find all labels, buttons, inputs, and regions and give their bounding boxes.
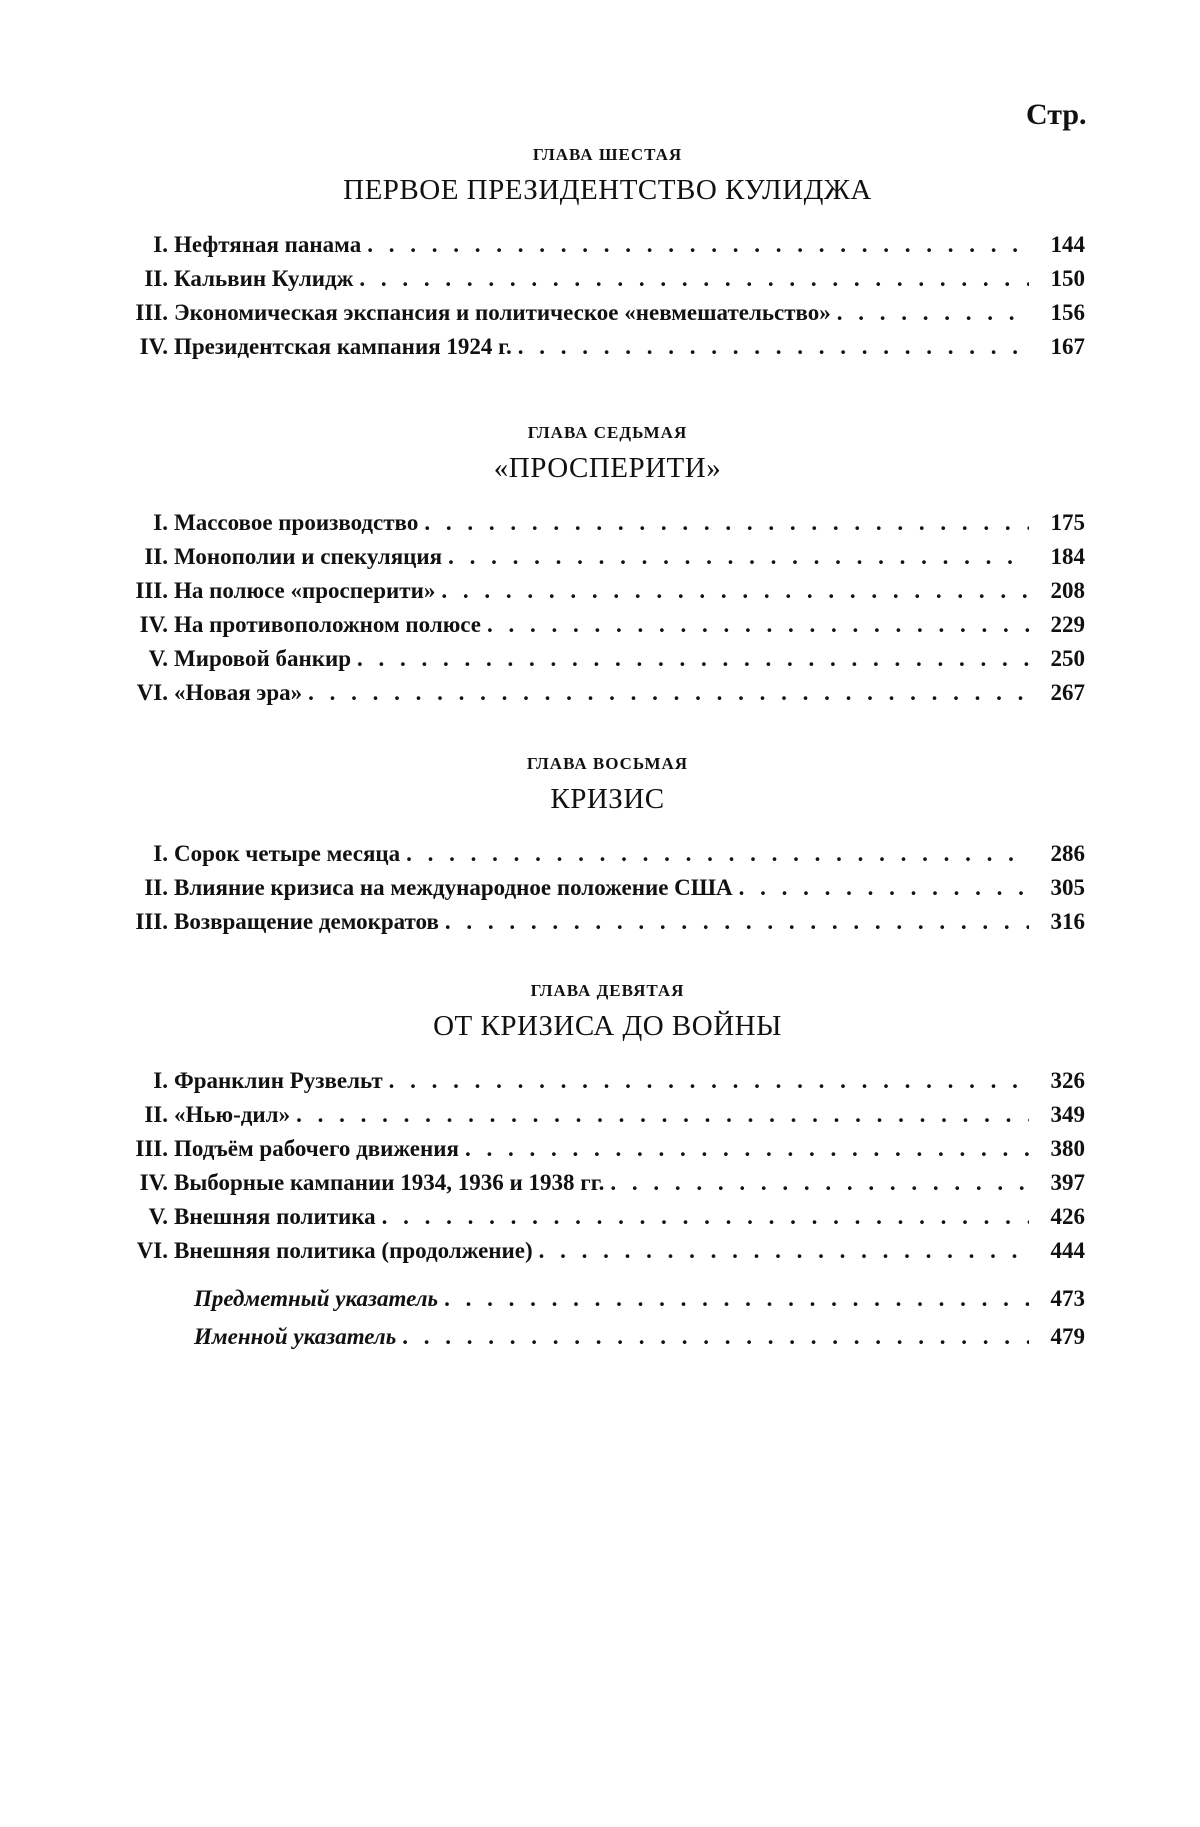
dot-leader (424, 506, 1029, 540)
page-number: 208 (1050, 578, 1085, 603)
chapter-entries (130, 837, 1085, 939)
section-numeral: VI. (136, 680, 168, 705)
toc-entry[interactable] (130, 1234, 1085, 1268)
dot-leader (610, 1166, 1029, 1200)
chapter-label: ГЛАВА СЕДЬМАЯ (527, 423, 688, 442)
page-number: 444 (1050, 1238, 1085, 1263)
toc-entry[interactable] (130, 1166, 1085, 1200)
section-title: Сорок четыре месяца (174, 841, 401, 866)
toc-entry[interactable] (130, 1132, 1085, 1166)
chapter-title: ПЕРВОЕ ПРЕЗИДЕНТСТВО КУЛИДЖА (343, 174, 872, 206)
section-numeral: II. (144, 875, 168, 900)
section-title: Возвращение демократов (174, 909, 439, 934)
dot-leader (445, 905, 1029, 939)
section-numeral: III. (135, 1136, 168, 1161)
section-numeral: IV. (139, 334, 168, 359)
section-numeral: II. (144, 266, 168, 291)
toc-entry[interactable] (130, 574, 1085, 608)
dot-leader (487, 608, 1029, 642)
page-number: 305 (1050, 875, 1085, 900)
toc-entry[interactable] (130, 871, 1085, 905)
dot-leader (357, 642, 1029, 676)
index-title: Предметный указатель (194, 1286, 439, 1311)
section-title: Экономическая экспансия и политическое «невмешательство» (174, 300, 831, 325)
page-number: 473 (1050, 1286, 1085, 1311)
chapter-entries (130, 506, 1085, 710)
dot-leader (739, 871, 1029, 905)
chapter-label: ГЛАВА ДЕВЯТАЯ (530, 981, 685, 1000)
index-entries (130, 1280, 1085, 1356)
chapter-title: «ПРОСПЕРИТИ» (493, 452, 722, 484)
page-number: 397 (1050, 1170, 1085, 1195)
chapter-label: ГЛАВА ВОСЬМАЯ (526, 754, 689, 773)
dot-leader (359, 262, 1029, 296)
dot-leader (444, 1280, 1029, 1318)
section-title: Выборные кампании 1934, 1936 и 1938 гг. (174, 1170, 605, 1195)
toc-entry[interactable] (130, 837, 1085, 871)
toc-entry-subject-index[interactable] (130, 1280, 1085, 1318)
section-numeral: III. (135, 909, 168, 934)
section-title: Президентская кампания 1924 г. (174, 334, 512, 359)
section-numeral: I. (153, 841, 168, 866)
toc-entry[interactable] (130, 1200, 1085, 1234)
page-number: 250 (1050, 646, 1085, 671)
dot-leader (308, 676, 1029, 710)
page-number: 156 (1050, 300, 1085, 325)
section-title: Франклин Рузвельт (174, 1068, 383, 1093)
dot-leader (441, 574, 1029, 608)
dot-leader (382, 1200, 1029, 1234)
toc-entry[interactable] (130, 262, 1085, 296)
page-number: 316 (1050, 909, 1085, 934)
dot-leader (448, 540, 1029, 574)
page-number: 167 (1050, 334, 1085, 359)
toc-entry[interactable] (130, 540, 1085, 574)
dot-leader (406, 837, 1029, 871)
section-numeral: I. (153, 232, 168, 257)
section-title: «Нью-дил» (174, 1102, 291, 1127)
section-numeral: V. (148, 646, 168, 671)
chapter-title: КРИЗИС (550, 783, 665, 815)
page-number: 426 (1050, 1204, 1085, 1229)
dot-leader (539, 1234, 1029, 1268)
toc-entry[interactable] (130, 296, 1085, 330)
chapter-entries (130, 228, 1085, 364)
chapter-label: ГЛАВА ШЕСТАЯ (532, 145, 683, 164)
dot-leader (367, 228, 1029, 262)
chapter-6 (130, 140, 1085, 364)
toc-entry[interactable] (130, 676, 1085, 710)
section-numeral: IV. (139, 1170, 168, 1195)
toc-entry[interactable] (130, 330, 1085, 364)
section-title: Подъём рабочего движения (174, 1136, 459, 1161)
page-number: 150 (1050, 266, 1085, 291)
dot-leader (402, 1318, 1029, 1356)
toc-entry[interactable] (130, 905, 1085, 939)
section-title: На полюсе «просперити» (174, 578, 436, 603)
section-title: Монополии и спекуляция (174, 544, 443, 569)
chapter-7 (130, 418, 1085, 710)
section-numeral: II. (144, 544, 168, 569)
section-title: «Новая эра» (174, 680, 303, 705)
section-numeral: II. (144, 1102, 168, 1127)
page-number: 229 (1050, 612, 1085, 637)
section-title: Внешняя политика (продолжение) (174, 1238, 533, 1263)
page-number: 479 (1050, 1324, 1085, 1349)
page-column-label: Стр. (1026, 98, 1087, 131)
section-title: Влияние кризиса на международное положение США (174, 875, 733, 900)
dot-leader (296, 1098, 1029, 1132)
chapter-title: ОТ КРИЗИСА ДО ВОЙНЫ (433, 1010, 782, 1042)
page-number: 144 (1050, 232, 1085, 257)
toc-entry[interactable] (130, 1098, 1085, 1132)
page-number: 184 (1050, 544, 1085, 569)
section-title: Массовое производство (174, 510, 419, 535)
page-number: 326 (1050, 1068, 1085, 1093)
toc-entry-name-index[interactable] (130, 1318, 1085, 1356)
section-title: На противоположном полюсе (174, 612, 482, 637)
section-title: Нефтяная панама (174, 232, 362, 257)
chapter-9 (130, 976, 1085, 1268)
section-numeral: IV. (139, 612, 168, 637)
section-title: Кальвин Кулидж (174, 266, 354, 291)
toc-entry[interactable] (130, 642, 1085, 676)
section-title: Внешняя политика (174, 1204, 376, 1229)
toc-entry[interactable] (130, 608, 1085, 642)
page-number: 286 (1050, 841, 1085, 866)
toc-entry[interactable] (130, 228, 1085, 262)
page-number: 349 (1050, 1102, 1085, 1127)
section-numeral: VI. (136, 1238, 168, 1263)
page-number: 267 (1050, 680, 1085, 705)
dot-leader (837, 296, 1029, 330)
toc-entry[interactable] (130, 1064, 1085, 1098)
section-numeral: I. (153, 1068, 168, 1093)
section-numeral: V. (148, 1204, 168, 1229)
dot-leader (518, 330, 1029, 364)
dot-leader (465, 1132, 1029, 1166)
toc-entry[interactable] (130, 506, 1085, 540)
section-numeral: I. (153, 510, 168, 535)
chapter-8 (130, 749, 1085, 939)
section-numeral: III. (135, 578, 168, 603)
page-number: 380 (1050, 1136, 1085, 1161)
section-numeral: III. (135, 300, 168, 325)
section-title: Мировой банкир (174, 646, 351, 671)
dot-leader (389, 1064, 1029, 1098)
page-number: 175 (1050, 510, 1085, 535)
index-title: Именной указатель (194, 1324, 397, 1349)
chapter-entries (130, 1064, 1085, 1268)
